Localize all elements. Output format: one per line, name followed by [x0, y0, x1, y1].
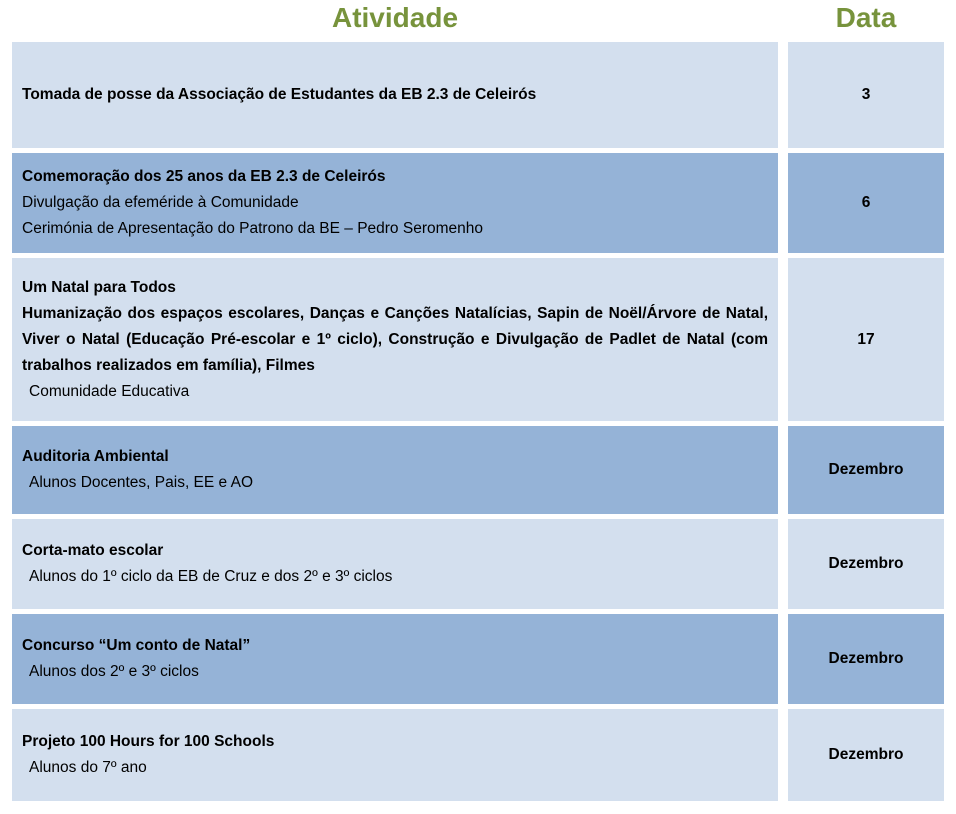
activity-line: Alunos do 1º ciclo da EB de Cruz e dos 2º e 3º ciclos — [29, 568, 393, 585]
column-header-atividade: Atividade — [331, 2, 459, 33]
activity-line: Divulgação da efeméride à Comunidade — [22, 194, 299, 211]
activity-line: Alunos Docentes, Pais, EE e AO — [29, 474, 254, 491]
activity-line: Tomada de posse da Associação de Estudantes da EB 2.3 de Celeirós — [22, 86, 537, 103]
date-cell: Dezembro — [788, 519, 944, 609]
date-cell: Dezembro — [788, 614, 944, 704]
date-cell: Dezembro — [788, 709, 944, 801]
activity-line: Comemoração dos 25 anos da EB 2.3 de Celeirós — [22, 168, 386, 185]
activity-cell — [12, 42, 778, 148]
date-cell: 17 — [788, 258, 944, 421]
activity-cell — [12, 426, 778, 514]
table-row — [12, 42, 944, 148]
activity-line: Alunos dos 2º e 3º ciclos — [29, 663, 199, 680]
activity-line: Corta-mato escolar — [22, 542, 164, 559]
activity-cell — [12, 709, 778, 801]
table-row — [12, 614, 944, 704]
date-cell: Dezembro — [788, 426, 944, 514]
activity-line: Alunos do 7º ano — [29, 759, 147, 776]
table-row — [12, 153, 944, 253]
activity-cell — [12, 614, 778, 704]
table-header — [12, 0, 944, 42]
table-body — [12, 42, 944, 801]
activity-line: Um Natal para Todos — [22, 278, 176, 296]
activity-line: Concurso “Um conto de Natal” — [22, 637, 251, 654]
activity-line: Humanização dos espaços escolares, Danças e Canções Natalícias, Sapin de Noël/Árvore de Natal, Viver o Natal (Educação Pré-escolar e 1º ciclo), Construção e Divulgação de Padlet de Natal (com trabalhos realizados em família), Filmes — [22, 304, 768, 374]
activity-cell — [12, 258, 778, 421]
table-row — [12, 709, 944, 801]
date-cell: 3 — [788, 42, 944, 148]
column-header-data: Data — [835, 2, 897, 33]
table-row — [12, 426, 944, 514]
activity-line: Comunidade Educativa — [29, 382, 190, 400]
activity-line: Cerimónia de Apresentação do Patrono da BE – Pedro Seromenho — [22, 220, 483, 237]
table-row — [12, 258, 944, 421]
activity-line: Projeto 100 Hours for 100 Schools — [22, 733, 275, 750]
activity-cell — [12, 519, 778, 609]
activity-line: Auditoria Ambiental — [22, 448, 169, 465]
table-row — [12, 519, 944, 609]
date-cell: 6 — [788, 153, 944, 253]
activity-cell — [12, 153, 778, 253]
